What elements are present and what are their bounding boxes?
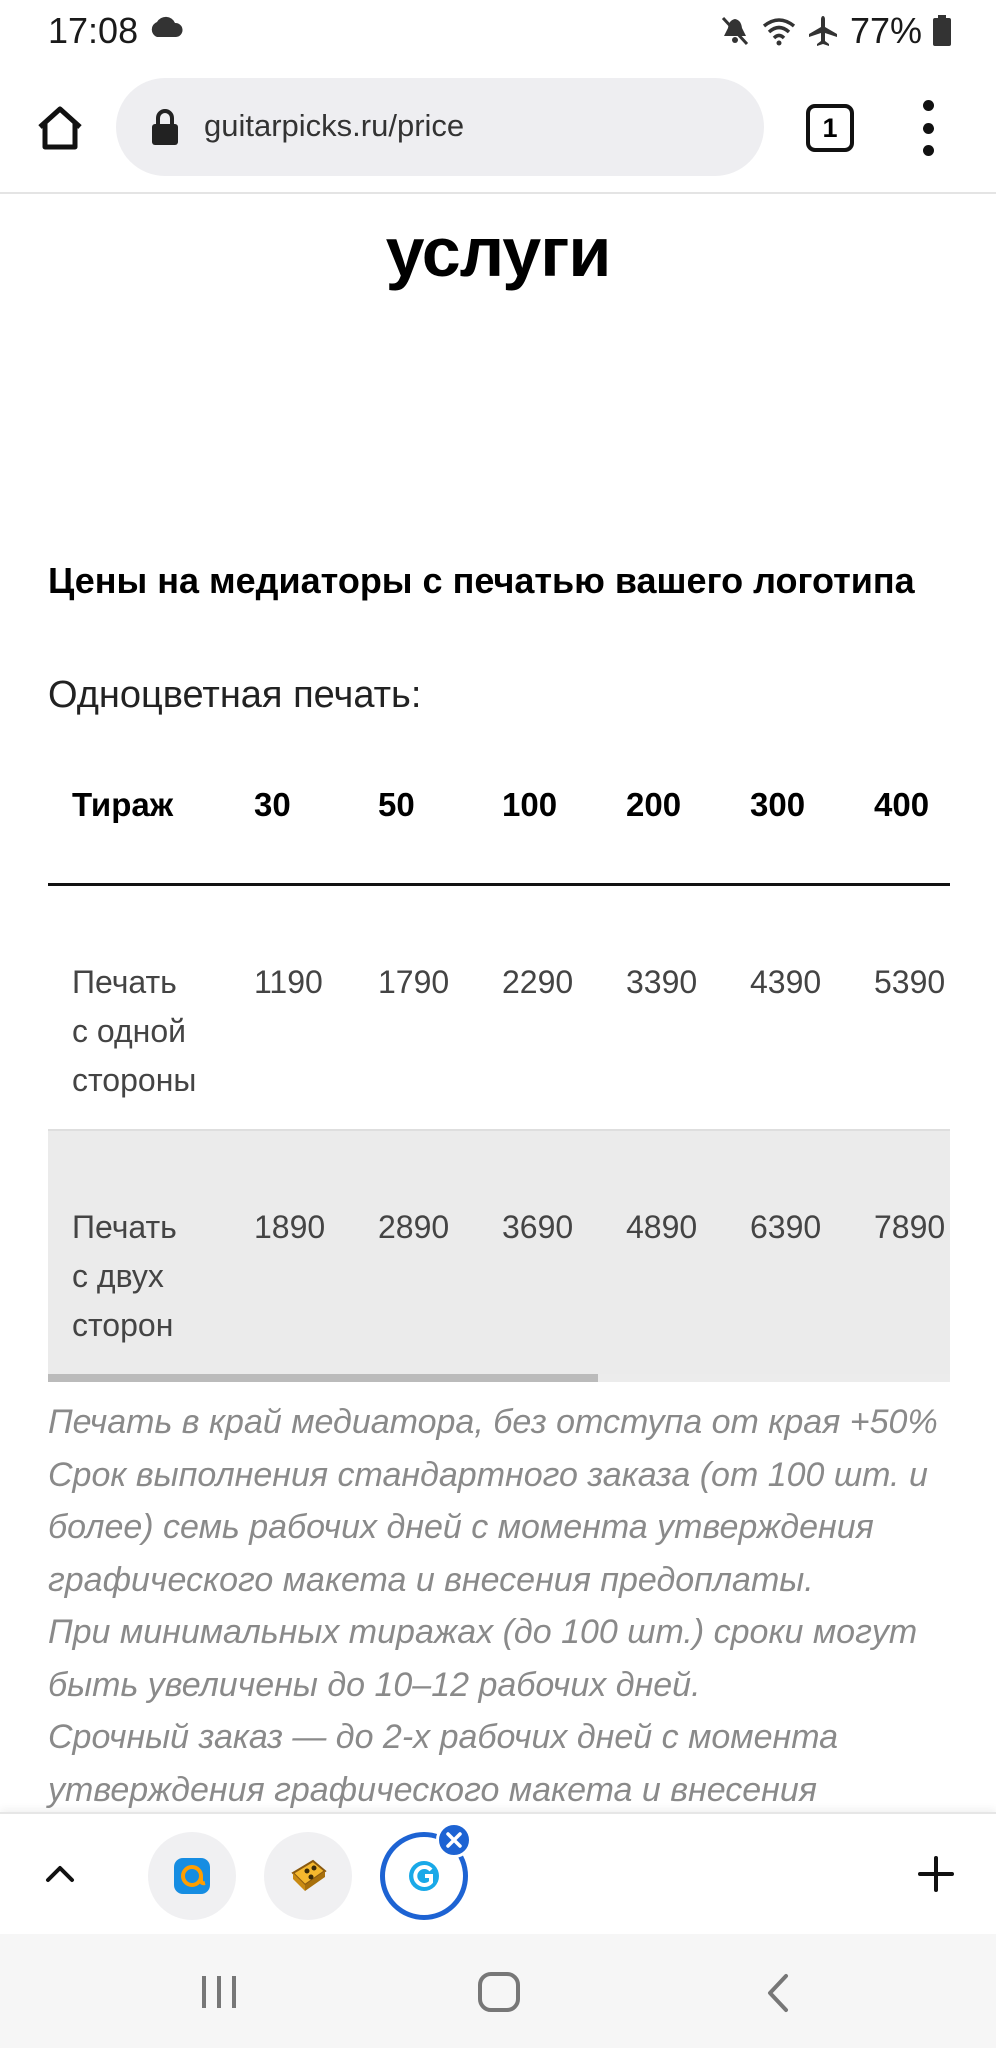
airplane-icon	[806, 14, 840, 48]
table-cell: 2290	[502, 964, 574, 1000]
subsection-title: Одноцветная печать:	[48, 674, 422, 716]
table-horizontal-scrollbar[interactable]	[48, 1374, 950, 1382]
tab-pedal[interactable]	[264, 1832, 352, 1920]
table-header	[48, 762, 950, 886]
section-title: Цены на медиаторы с печатью вашего логотипа	[48, 560, 915, 601]
note-line: Срок выполнения стандартного заказа (от 100 шт. и более) семь рабочих дней с момента утверждения графического макета и внесения предоплаты.	[48, 1455, 928, 1599]
column-header: 300	[750, 786, 806, 823]
back-icon[interactable]	[762, 1972, 792, 2014]
battery-percent: 77%	[849, 10, 922, 51]
note-line: Срочный заказ — до 2-х рабочих дней с момента утверждения графического макета и внесения	[48, 1718, 839, 1809]
close-icon	[445, 1831, 463, 1849]
column-header: 400	[874, 786, 930, 823]
table-cell: 1890	[254, 1209, 326, 1245]
cloud-icon	[148, 16, 184, 38]
table-cell: 7890	[874, 1209, 946, 1245]
table-cell: 1790	[378, 964, 450, 1000]
row-label-line: с двух	[72, 1258, 164, 1294]
lock-icon	[150, 108, 180, 146]
tab-strip	[0, 1812, 996, 1934]
row-label-line: с одной	[72, 1013, 186, 1049]
chevron-up-icon[interactable]	[38, 1852, 82, 1896]
dot-icon	[923, 123, 934, 134]
note-line: При минимальных тиражах (до 100 шт.) сроки могут быть увеличены до 10–12 рабочих дней.	[48, 1613, 918, 1704]
status-time: 17:08	[48, 10, 139, 51]
table-cell: 4890	[626, 1209, 698, 1245]
column-header: Тираж	[72, 786, 174, 823]
mute-icon	[718, 14, 752, 48]
system-navigation-bar	[0, 1934, 996, 2048]
note-line: Печать в край медиатора, без отступа от края +50%	[48, 1403, 938, 1441]
table-row	[48, 886, 950, 1131]
price-notes	[48, 1396, 968, 1812]
column-header: 100	[502, 786, 558, 823]
status-bar	[0, 0, 996, 64]
g-icon	[407, 1859, 441, 1893]
more-options-button[interactable]	[912, 100, 944, 156]
dot-icon	[923, 100, 934, 111]
pedal-icon	[287, 1855, 329, 1897]
page-heading: услуги	[385, 213, 611, 291]
row-label	[72, 1203, 232, 1350]
row-label-line: Печать	[72, 1209, 177, 1245]
table-cell: 4390	[750, 964, 822, 1000]
wifi-icon	[762, 14, 796, 48]
browser-toolbar	[0, 64, 996, 194]
recent-apps-icon[interactable]	[198, 1972, 240, 2012]
table-cell: 5390	[874, 964, 946, 1000]
row-label-line: сторон	[72, 1307, 174, 1343]
mail-ru-icon	[172, 1856, 212, 1896]
close-tab-button[interactable]	[436, 1822, 472, 1858]
column-header: 50	[378, 786, 415, 823]
table-cell: 3690	[502, 1209, 574, 1245]
table-cell: 3390	[626, 964, 698, 1000]
tab-switcher-button[interactable]: 1	[806, 104, 854, 152]
price-table[interactable]	[48, 762, 950, 1376]
row-label	[72, 958, 232, 1105]
home-nav-icon[interactable]	[476, 1970, 522, 2014]
column-header: 30	[254, 786, 291, 823]
table-row	[48, 1131, 950, 1376]
url-text: guitarpicks.ru/price	[204, 108, 465, 143]
plus-icon[interactable]	[914, 1852, 958, 1896]
table-cell: 6390	[750, 1209, 822, 1245]
table-cell: 2890	[378, 1209, 450, 1245]
home-icon	[36, 105, 84, 151]
address-bar[interactable]	[116, 78, 764, 176]
scrollbar-thumb[interactable]	[48, 1374, 598, 1382]
web-page-content[interactable]	[0, 196, 996, 1812]
table-cell: 1190	[254, 964, 323, 1000]
home-button[interactable]	[28, 96, 92, 160]
status-icons	[718, 10, 952, 52]
battery-icon	[932, 15, 952, 47]
tab-mail[interactable]	[148, 1832, 236, 1920]
row-label-line: стороны	[72, 1062, 197, 1098]
dot-icon	[923, 145, 934, 156]
column-header: 200	[626, 786, 682, 823]
row-label-line: Печать	[72, 964, 177, 1000]
